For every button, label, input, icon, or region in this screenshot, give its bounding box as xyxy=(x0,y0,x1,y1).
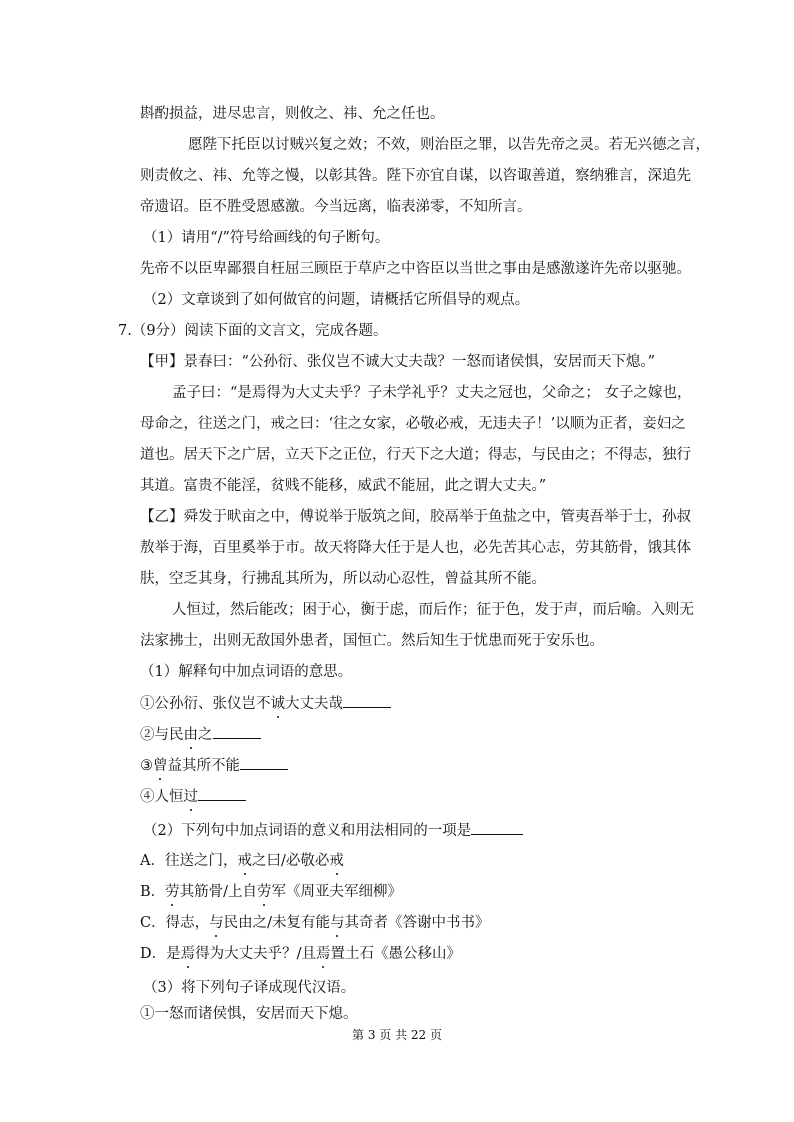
question-7-3-a: ①一怒而诸侯惧，安居而天下熄。 xyxy=(140,1006,358,1022)
question-7-heading: 7.（9分）阅读下面的文言文，完成各题。 xyxy=(118,323,388,339)
text-yi-line: 【乙】舜发于畎亩之中，傅说举于版筑之间，胶鬲举于鱼盐之中，管夷吾举于士，孙叔 xyxy=(140,509,691,525)
option-text: D．是 xyxy=(140,946,181,962)
passage-line: 则责攸之、祎、允等之慢，以彰其咎。陛下亦宜自谋，以咨诹善道，察纳雅言，深追先 xyxy=(140,168,691,184)
question-7-1-b xyxy=(140,724,261,745)
dotted-word: 由 xyxy=(183,727,198,743)
item-text: 之 xyxy=(198,727,213,743)
passage-line: 帝遗诏。臣不胜受恩感激。今当远离，临表涕零，不知所言。 xyxy=(140,199,532,215)
option-text: C．得志， xyxy=(140,915,210,931)
answer-blank[interactable] xyxy=(343,693,391,708)
text-yi-line: 人恒过，然后能改；困于心，衡于虑，而后作；征于色，发于声，而后喻。入则无 xyxy=(172,602,694,618)
option-text: B． xyxy=(140,884,166,900)
item-text: ④人恒 xyxy=(140,789,184,805)
text-jia-line: 母命之，往送之门，戒之曰：‘往之女家，必敬必戒，无违夫子！’以顺为正者，妾妇之 xyxy=(140,416,686,432)
page-footer: 第 3 页 共 22 页 xyxy=(352,1028,442,1042)
question-7-1-c xyxy=(140,755,288,776)
item-text: ②与民 xyxy=(140,727,184,743)
option-text: 之曰/必敬必 xyxy=(251,853,330,869)
question-6-2: （2）文章谈到了如何做官的问题，请概括它所倡导的观点。 xyxy=(143,292,530,308)
option-a xyxy=(140,851,344,871)
dotted-word: 戒 xyxy=(237,853,252,869)
answer-blank[interactable] xyxy=(471,820,523,835)
question-6-1: （1）请用“/”符号给画线的句子断句。 xyxy=(143,230,390,246)
option-b xyxy=(140,882,402,902)
option-text: 置土石《愚公移山》 xyxy=(330,946,462,962)
passage-line: 斟酌损益，进尽忠言，则攸之、祎、允之任也。 xyxy=(140,106,445,122)
option-c xyxy=(140,913,490,933)
dotted-word: 与 xyxy=(209,915,224,931)
dotted-word: 焉 xyxy=(316,946,331,962)
dotted-word: 曾 xyxy=(153,758,168,774)
text-jia-line: 道也。居天下之广居，立天下之正位，行天下之大道；得志，与民由之；不得志，独行 xyxy=(140,447,691,463)
item-text: ③ xyxy=(140,758,153,774)
dotted-word: 焉 xyxy=(180,946,196,962)
question-7-1-d xyxy=(140,786,246,807)
dotted-word: 诚 xyxy=(270,696,285,712)
item-text: 益其所不能 xyxy=(167,758,240,774)
option-text: A．往送之门， xyxy=(140,853,238,869)
option-text: 民由之/未复有能 xyxy=(223,915,330,931)
item-text: （2）下列句中加点词语的意义和用法相同的一项是 xyxy=(143,823,472,839)
question-6-1-sentence: 先帝不以臣卑鄙猥自枉屈三顾臣于草庐之中咨臣以当世之事由是感激遂许先帝以驱驰。 xyxy=(140,261,691,277)
passage-line: 愿陛下托臣以讨贼兴复之效；不效，则治臣之罪，以告先帝之灵。若无兴德之言， xyxy=(188,137,710,153)
question-7-2-title xyxy=(143,820,523,841)
text-jia-line: 孟子曰：“是焉得为大丈夫乎？子未学礼乎？丈夫之冠也，父命之； 女子之嫁也， xyxy=(172,385,692,401)
answer-blank[interactable] xyxy=(198,786,246,801)
text-yi-line: 法家拂士，出则无敌国外患者，国恒亡。然后知生于忧患而死于安乐也。 xyxy=(140,633,604,649)
dotted-word: 劳 xyxy=(165,884,180,900)
dotted-word: 劳 xyxy=(257,884,272,900)
item-text: ①公孙衍、张仪岂不 xyxy=(140,696,271,712)
answer-blank[interactable] xyxy=(213,724,261,739)
option-d xyxy=(140,944,461,964)
option-text: 军《周亚夫军细柳》 xyxy=(271,884,403,900)
question-7-3-title: （3）将下列句子译成现代汉语。 xyxy=(143,980,356,996)
question-7-1-a xyxy=(140,693,391,714)
text-jia-line: 其道。富贵不能淫，贫贱不能移，威武不能屈，此之谓大丈夫。” xyxy=(140,478,547,494)
option-text: 其筋骨/上自 xyxy=(179,884,258,900)
option-text: 得为大丈夫乎？/且 xyxy=(195,946,317,962)
dotted-word: 过 xyxy=(183,789,198,805)
answer-blank[interactable] xyxy=(240,755,288,770)
option-text: 其奇者《答谢中书书》 xyxy=(344,915,490,931)
item-text: 大丈夫哉 xyxy=(285,696,343,712)
question-7-1-title: （1）解释句中加点词语的意思。 xyxy=(140,664,353,680)
text-yi-line: 敖举于海，百里奚举于市。故天将降大任于是人也，必先苦其心志，劳其筋骨，饿其体 xyxy=(140,540,691,556)
dotted-word: 与 xyxy=(330,915,345,931)
dotted-word: 戒 xyxy=(329,853,344,869)
text-yi-line: 肤，空乏其身，行拂乱其所为，所以动心忍性，曾益其所不能。 xyxy=(140,571,546,587)
text-jia-line: 【甲】景春曰：“公孙衍、张仪岂不诚大丈夫哉？一怒而诸侯惧，安居而天下熄。” xyxy=(140,354,656,370)
